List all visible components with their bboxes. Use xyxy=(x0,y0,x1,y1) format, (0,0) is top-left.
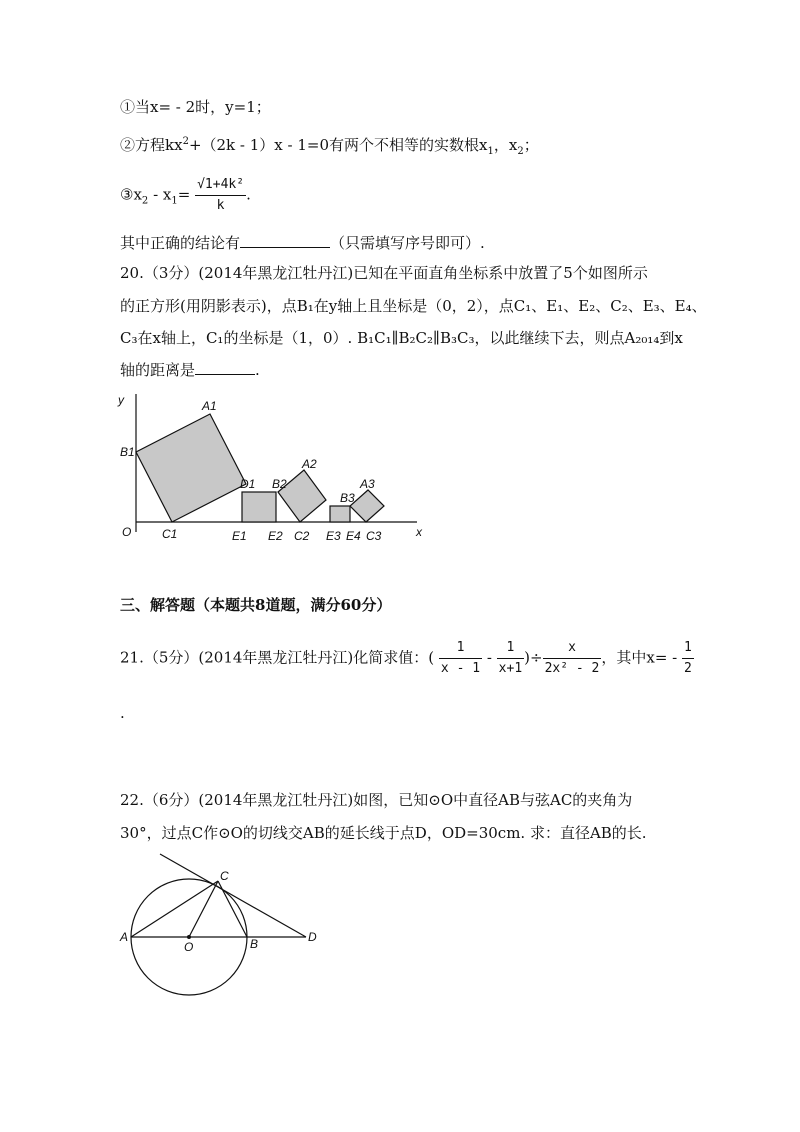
circle-figure xyxy=(118,852,338,1002)
q21-line: 21.（5分）(2014年黑龙江牡丹江)化简求值：( $\frac{1}{x - 1}$ - $\frac{1}{x+1}$ )÷ $\frac{x}{\text{2x² - 2}}$ ，其中x= - $\frac{1}{2}$ xyxy=(120,638,694,679)
label-C3: C3 xyxy=(366,529,382,543)
label-C1: C1 xyxy=(162,527,178,541)
label-B: B xyxy=(250,937,259,951)
q19-item-2: ②方程$kx^2+(2k - 1)x - 1=0$有两个不相等的实数根$x_1$，$x_2$； xyxy=(120,136,539,157)
q19-item-3: $③x_2 - x_1=$ $\frac{\text{√1+4k²}}{k}$ . xyxy=(120,175,251,216)
label-E1: E1 xyxy=(232,529,247,543)
label-C2: C2 xyxy=(294,529,310,543)
label-O: O xyxy=(122,525,132,539)
square-2 xyxy=(242,492,276,522)
q21-fraction-1: $\frac{1}{x - 1}$ xyxy=(439,638,482,679)
label-E3: E3 xyxy=(326,529,341,543)
square-1 xyxy=(136,414,246,522)
label-A1: A1 xyxy=(202,399,217,413)
q21-fraction-3: $\frac{x}{\text{2x² - 2}}$ xyxy=(543,638,602,679)
label-D1: D1 xyxy=(240,477,256,491)
radius-OC xyxy=(189,881,218,937)
q21-fraction-2: $\frac{1}{x+1}$ xyxy=(497,638,524,679)
center-dot xyxy=(187,935,191,939)
q21-fraction-4: $\frac{1}{2}$ xyxy=(682,638,694,679)
square-5 xyxy=(350,490,384,522)
label-E2: E2 xyxy=(268,529,283,543)
label-B3: B3 xyxy=(340,491,355,505)
answer-blank xyxy=(240,233,330,248)
label-y: y xyxy=(118,393,124,407)
tangent-CD xyxy=(160,854,306,937)
label-O: O xyxy=(184,940,194,954)
label-D: D xyxy=(308,930,317,944)
q21-period: . xyxy=(120,704,125,722)
q20-line-4: 轴的距离是 . xyxy=(120,361,260,379)
label-B1: B1 xyxy=(120,445,135,459)
square-4 xyxy=(330,506,350,522)
label-x: x xyxy=(416,525,422,539)
section-3-heading: 三、解答题（本题共8道题，满分60分） xyxy=(120,596,392,614)
q19-fraction: $\frac{\text{√1+4k²}}{k}$ xyxy=(195,175,246,216)
label-C: C xyxy=(220,869,229,883)
chord-AC xyxy=(131,881,218,937)
q19-item-1: ①当x= - 2时，y=1； xyxy=(120,98,271,116)
q22-line-1: 22.（6分）(2014年黑龙江牡丹江)如图，已知⊙O中直径AB与弦AC的夹角为 xyxy=(120,791,633,809)
label-A3: A3 xyxy=(360,477,375,491)
q19-conclusion: 其中正确的结论有 （只需填写序号即可）. xyxy=(120,234,485,252)
q20-line-1: 20.（3分）(2014年黑龙江牡丹江)已知在平面直角坐标系中放置了5个如图所示 xyxy=(120,264,648,282)
label-B2: B2 xyxy=(272,477,287,491)
label-E4: E4 xyxy=(346,529,361,543)
q22-line-2: 30°，过点C作⊙O的切线交AB的延长线于点D，OD=30cm. 求：直径AB的长. xyxy=(120,824,647,842)
squares-figure xyxy=(112,388,432,548)
q20-line-3: C₃在x轴上，C₁的坐标是（1，0）. B₁C₁∥B₂C₂∥B₃C₃，以此继续下去，则点A₂₀₁₄到x xyxy=(120,329,683,347)
label-A2: A2 xyxy=(302,457,317,471)
q20-line-2: 的正方形(用阴影表示)，点B₁在y轴上且坐标是（0，2），点C₁、E₁、E₂、C₂、E₃、E₄、 xyxy=(120,297,707,315)
answer-blank xyxy=(195,360,255,375)
label-A: A xyxy=(120,930,129,944)
